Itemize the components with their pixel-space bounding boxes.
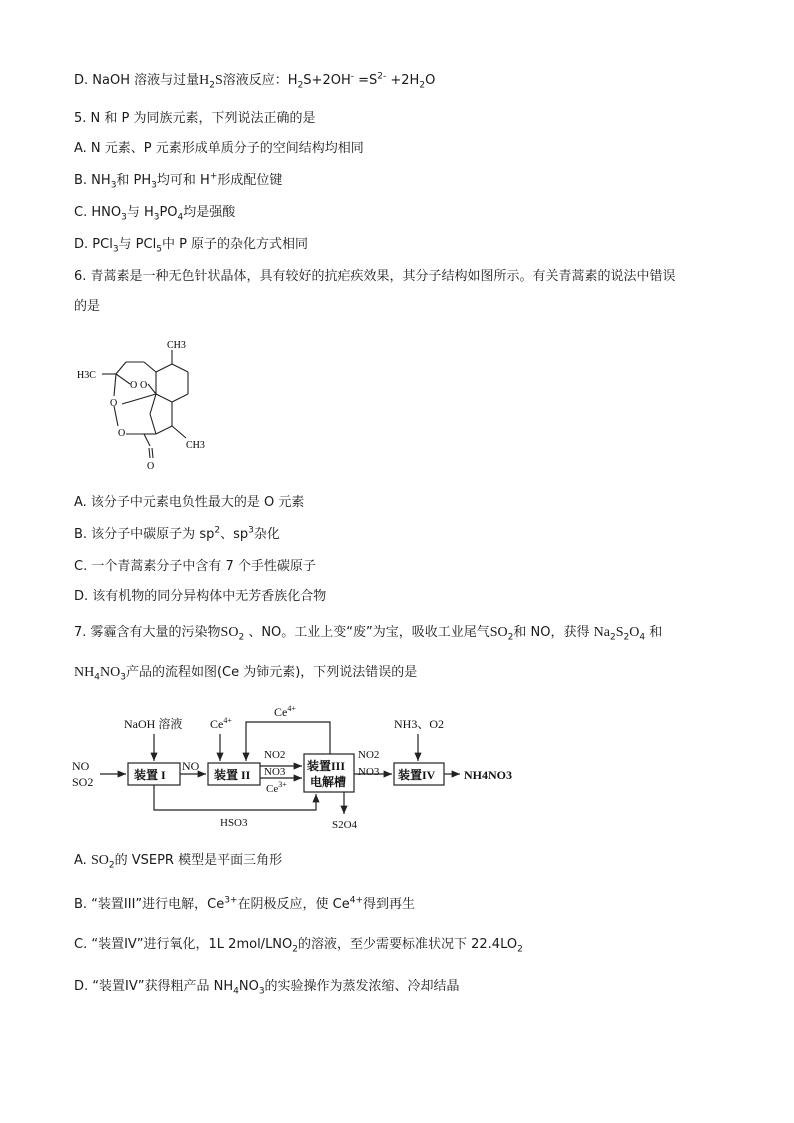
q6-option-b: B. 该分子中碳原子为 $sp^2$、$sp^3$杂化 bbox=[74, 525, 280, 542]
mol-h3c-label: H3C bbox=[77, 370, 96, 381]
q4-option-d: D. NaOH 溶液与过量$H_2S$溶液反应：$H_2S+2OH^- =S^{2-} +2H_2O$ bbox=[74, 71, 436, 91]
q7-option-b: B. “装置III”进行电解，$Ce^{3+}$在阴极反应，使 $Ce^{4+}$得到再生 bbox=[74, 895, 416, 912]
mol-o-label: O bbox=[118, 428, 126, 439]
no-mid-label: NO bbox=[182, 759, 200, 773]
q5-option-c: C. $HNO_3$与 $H_3PO_4$均是强酸 bbox=[74, 205, 236, 223]
no3-left-label: NO3 bbox=[264, 766, 286, 778]
input-so2-label: SO2 bbox=[72, 775, 94, 789]
artemisinin-structure-figure bbox=[74, 330, 214, 480]
q7-option-c: C. “装置IV”进行氧化，1L $2mol/LNO_2$的溶液，至少需要标准状况下 $22.4LO_2$ bbox=[74, 937, 523, 955]
q7-option-d: D. “装置IV”获得粗产品 $NH_4NO_3$的实验操作为蒸发浓缩、冷却结晶 bbox=[74, 979, 460, 997]
q6-stem-line2: 的是 bbox=[74, 299, 101, 314]
mol-o-label: O bbox=[130, 380, 138, 391]
mol-o-label: O bbox=[147, 461, 155, 472]
mol-ch3-right-label: CH3 bbox=[186, 440, 205, 451]
q6-option-c: C. 一个青蒿素分子中含有 7 个手性碳原子 bbox=[74, 559, 316, 574]
q7-stem-line2: $NH_4NO_3$产品的流程如图(Ce 为铈元素)，下列说法错误的是 bbox=[74, 665, 418, 683]
ce3-label: $Ce^{3+}$ bbox=[266, 780, 287, 795]
device-4-label: 装置IV bbox=[398, 768, 436, 782]
q7-option-a: A. $SO_2$的 VSEPR 模型是平面三角形 bbox=[74, 853, 283, 871]
no3-right-label: NO3 bbox=[358, 766, 380, 778]
naoh-label: NaOH 溶液 bbox=[124, 717, 183, 731]
ce4-top-label: $Ce^{4+}$ bbox=[274, 704, 296, 719]
q5-option-d: D. PCl$_3$与 PCl$_5$中 P 原子的杂化方式相同 bbox=[74, 237, 309, 255]
input-no-label: NO bbox=[72, 759, 90, 773]
hso3-label: HSO3 bbox=[220, 817, 248, 829]
q6-stem-line1: 6. 青蒿素是一种无色针状晶体，具有较好的抗疟疾效果，其分子结构如图所示。有关青蒿素的说法中错误 bbox=[74, 269, 676, 284]
q7-stem-line1: 7. 雾霾含有大量的污染物$SO_2$ 、NO。工业上变“废”为宝，吸收工业尾气$SO_2$和 NO，获得 $Na_2S_2O_4$ 和 bbox=[74, 625, 663, 643]
mol-o-label: O bbox=[110, 398, 118, 409]
mol-o-label: O bbox=[140, 380, 148, 391]
q6-option-a: A. 该分子中元素电负性最大的是 O 元素 bbox=[74, 495, 305, 510]
q6-option-d: D. 该有机物的同分异构体中无芳香族化合物 bbox=[74, 589, 327, 604]
device-2-label: 装置 II bbox=[214, 768, 251, 782]
product-label: NH4NO3 bbox=[464, 768, 512, 782]
no2-left-label: NO2 bbox=[264, 749, 286, 761]
device-3-label-line1: 装置III bbox=[307, 759, 346, 773]
nh3-o2-label: NH3、O2 bbox=[394, 717, 444, 731]
ce4-left-label: $Ce^{4+}$ bbox=[210, 716, 232, 731]
no2-right-label: NO2 bbox=[358, 749, 380, 761]
q5-option-b: B. $NH_3$和 $PH_3$均可和 H+形成配位键 bbox=[74, 171, 283, 191]
device-1-label: 装置 I bbox=[134, 768, 166, 782]
q5-stem: 5. N 和 P 为同族元素，下列说法正确的是 bbox=[74, 111, 316, 126]
mol-ch3-top-label: CH3 bbox=[167, 340, 186, 351]
s2o4-label: S2O4 bbox=[332, 819, 358, 831]
device-3-label-line2: 电解槽 bbox=[310, 775, 347, 789]
q5-option-a: A. N 元素、P 元素形成单质分子的空间结构均相同 bbox=[74, 141, 364, 156]
q7-flow-diagram bbox=[60, 700, 620, 840]
